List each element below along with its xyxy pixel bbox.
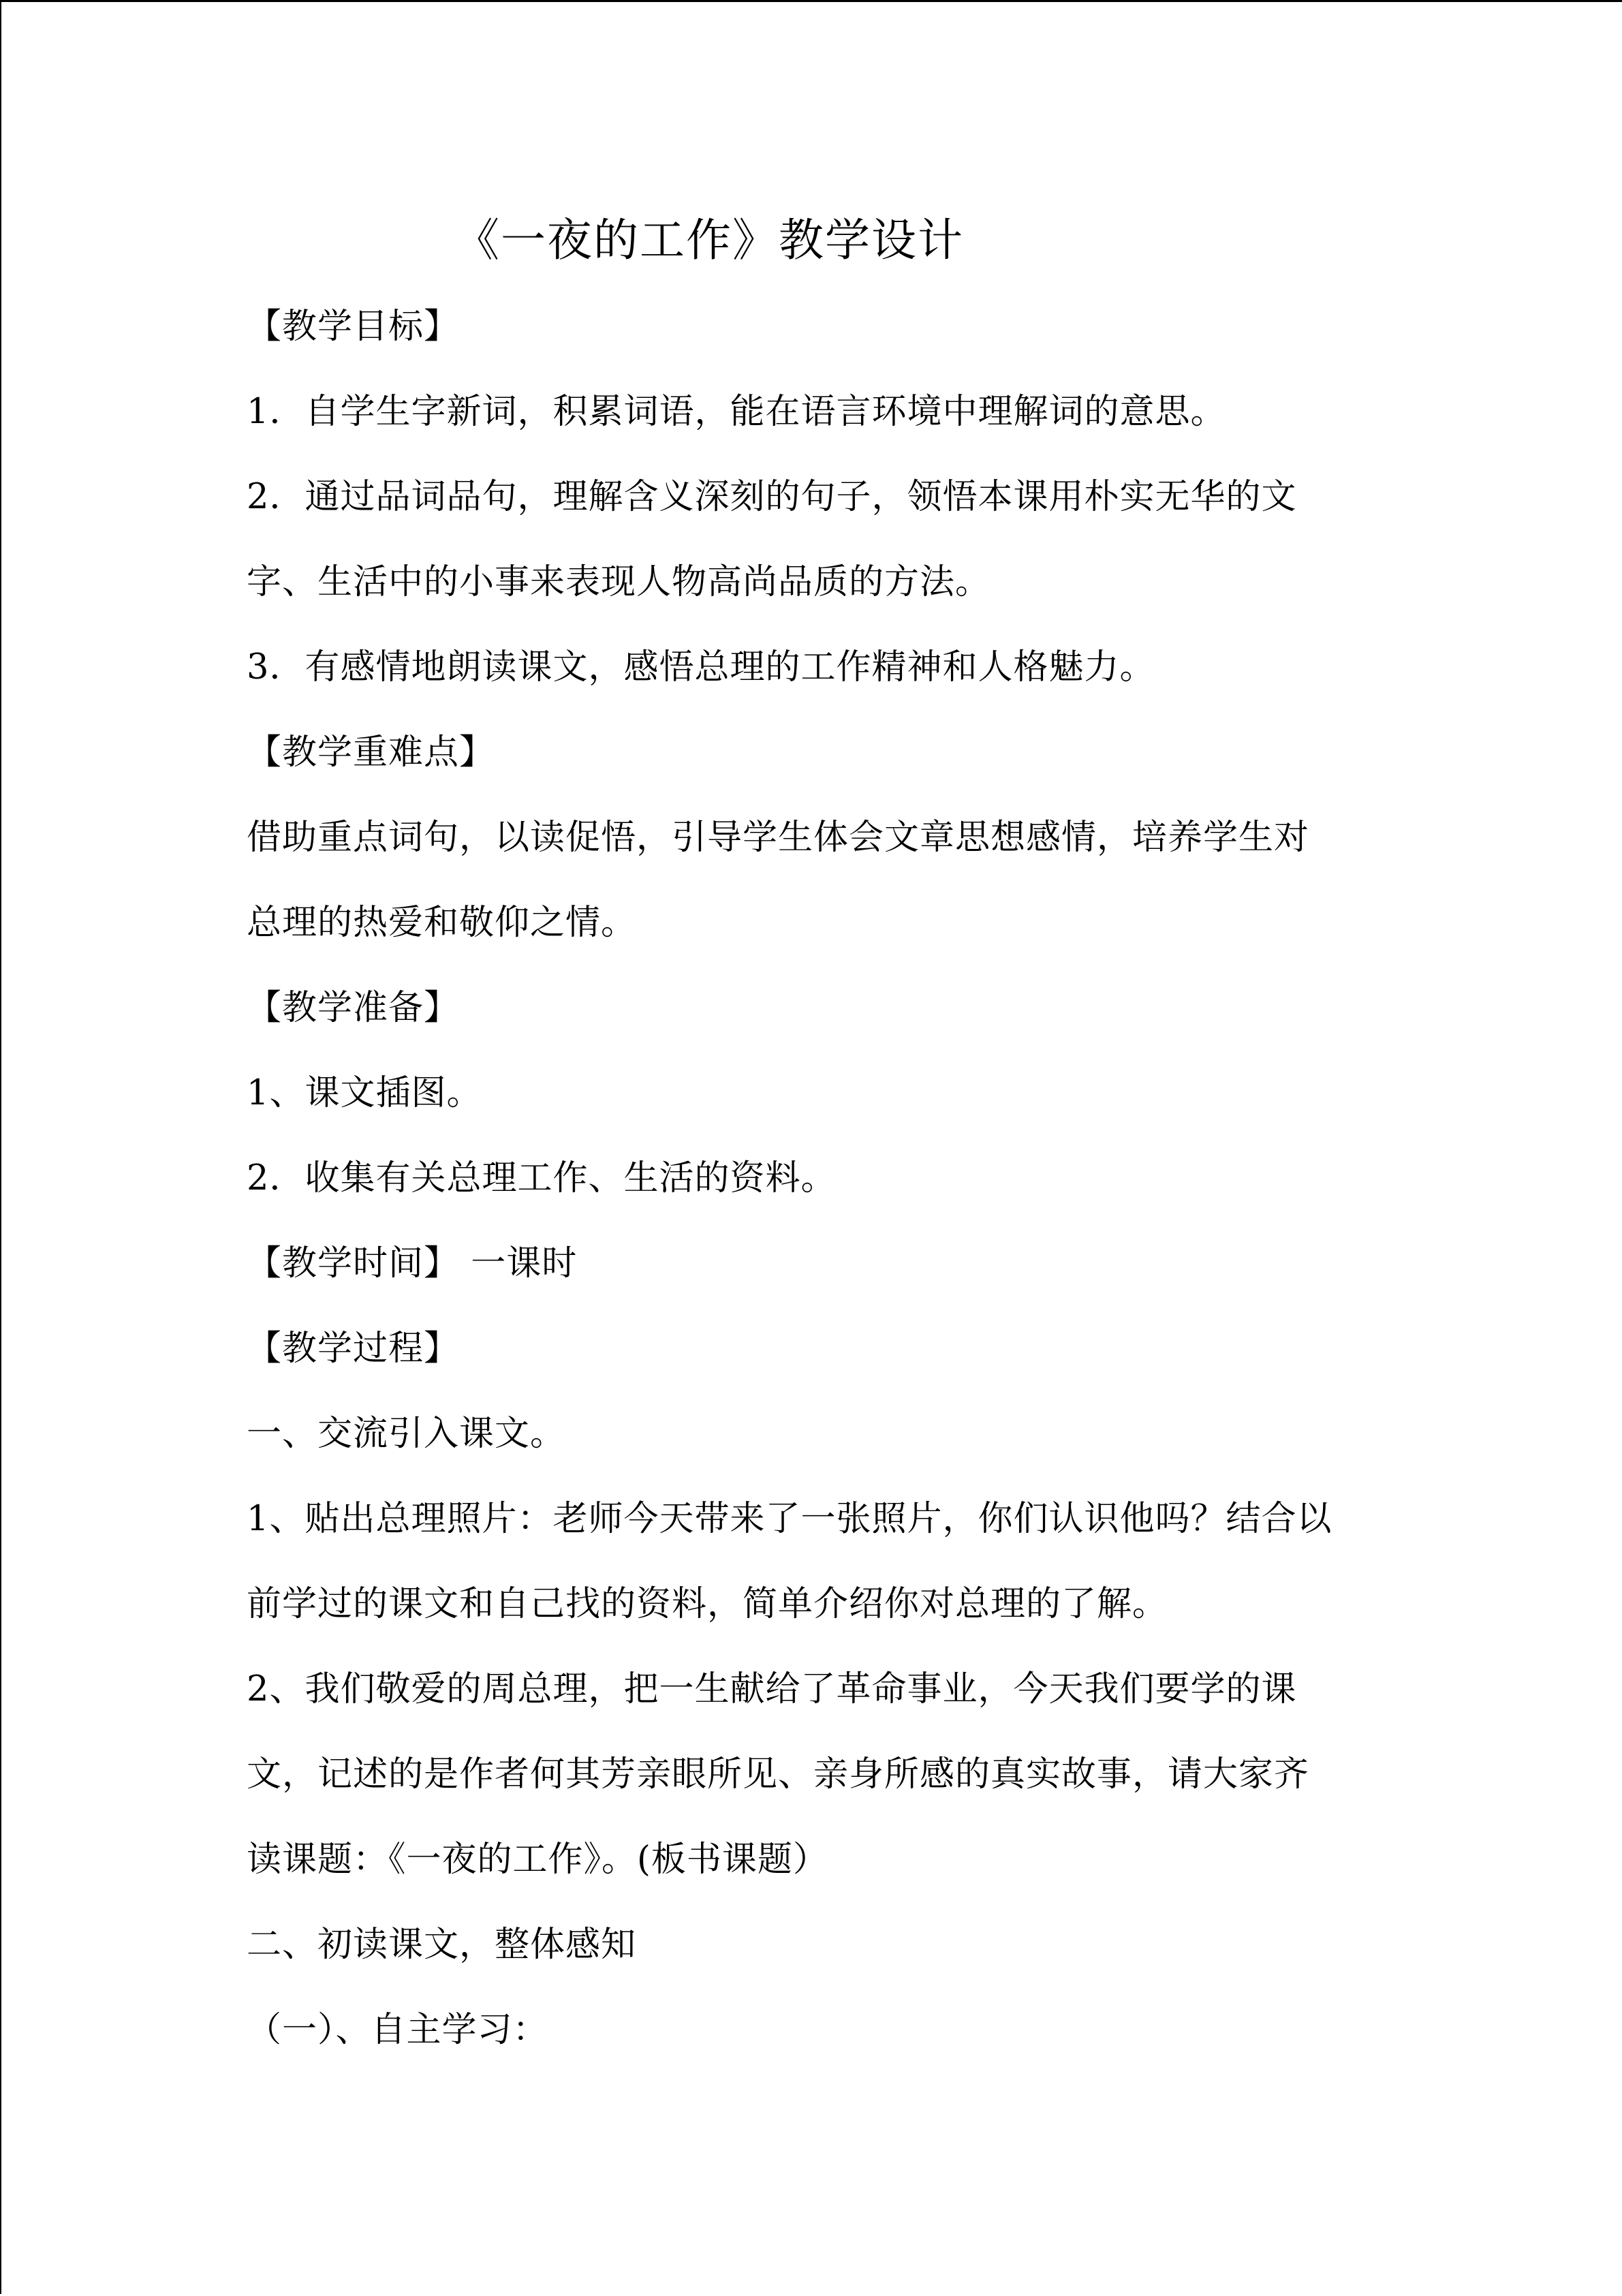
document-page [247, 2, 1418, 2296]
section-heading-process: 【教学过程】 [247, 1329, 460, 1369]
paragraph-line: 总理的热爱和敬仰之情。 [247, 903, 637, 943]
paragraph-line: 2．收集有关总理工作、生活的资料。 [247, 1158, 837, 1198]
section-heading-key-points: 【教学重难点】 [247, 732, 495, 773]
document-title: 《一夜的工作》教学设计 [454, 214, 964, 266]
paragraph-line: 1、课文插图。 [247, 1073, 482, 1113]
paragraph-line: 二、初读课文，整体感知 [247, 1925, 637, 1965]
paragraph-line: 字、生活中的小事来表现人物高尚品质的方法。 [247, 562, 991, 602]
paragraph-line: 前学过的课文和自己找的资料，简单介绍你对总理的了解。 [247, 1584, 1168, 1624]
paragraph-line: 2．通过品词品句，理解含义深刻的句子，领悟本课用朴实无华的文 [247, 477, 1297, 517]
paragraph-line: 2、我们敬爱的周总理，把一生献给了革命事业，今天我们要学的课 [247, 1669, 1297, 1709]
paragraph-line: （一）、自主学习： [247, 2010, 548, 2050]
paragraph-line: 文，记述的是作者何其芳亲眼所见、亲身所感的真实故事，请大家齐 [247, 1754, 1310, 1795]
section-heading-time: 【教学时间】 一课时 [247, 1243, 578, 1284]
paragraph-line: 1、贴出总理照片：老师今天带来了一张照片，你们认识他吗？结合以 [247, 1499, 1332, 1539]
paragraph-line: 借助重点词句，以读促悟，引导学生体会文章思想感情，培养学生对 [247, 818, 1310, 858]
section-heading-preparation: 【教学准备】 [247, 988, 460, 1028]
paragraph-line: 读课题：《一夜的工作》。(板书课题） [247, 1840, 828, 1880]
paragraph-line: 一、交流引入课文。 [247, 1414, 566, 1454]
paragraph-line: 3．有感情地朗读课文，感悟总理的工作精神和人格魅力。 [247, 647, 1155, 687]
paragraph-line: 1．自学生字新词，积累词语，能在语言环境中理解词的意思。 [247, 392, 1226, 432]
section-heading-teaching-goals: 【教学目标】 [247, 307, 460, 347]
